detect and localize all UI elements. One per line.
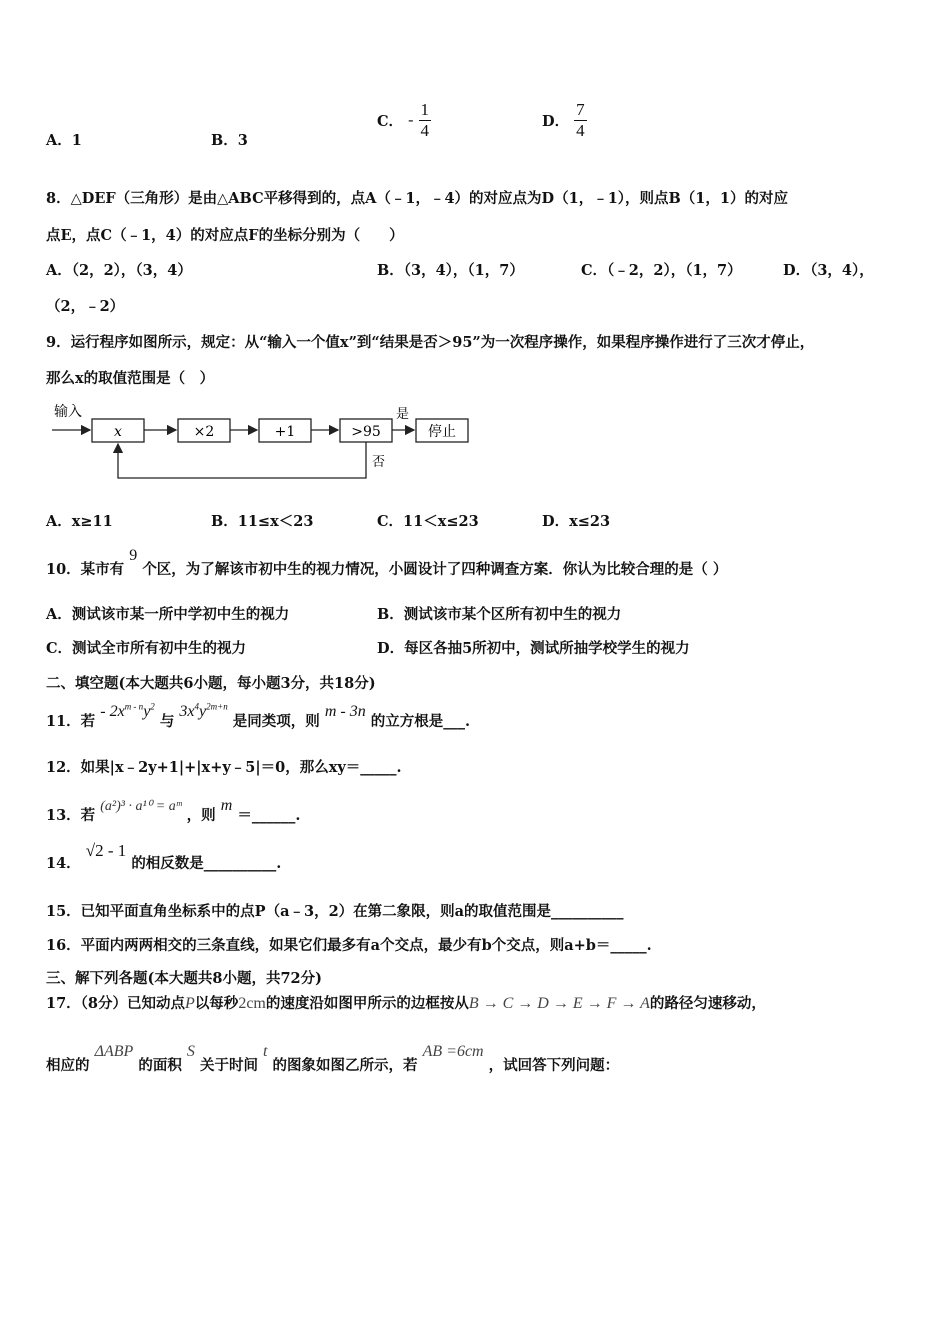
q9-stem-line1: 9．运行程序如图所示，规定：从“输入一个值x”到“结果是否＞95”为一次程序操作，如果程序操作进行了三次才停止， (46, 334, 815, 351)
q11-suffix: 的立方根是___. (370, 713, 471, 730)
q10-option-d: D．每区各抽5所初中，测试所抽学校学生的视力 (377, 640, 690, 657)
q17-text2: 的速度沿如图甲所示的边框按从 (265, 995, 469, 1012)
q17-triangle: ΔABP (94, 1043, 134, 1060)
q9-stem-line2: 那么x的取值范围是（ ） (46, 370, 215, 387)
q10-stem-suffix: 个区，为了解该市初中生的视力情况，小圆设计了四种调查方案．你认为比较合理的是（ ） (142, 561, 728, 578)
q13-var: m (220, 797, 233, 814)
q9-option-b: B．11≤x＜23 (211, 513, 314, 530)
q17-text6: 的图象如图乙所示，若 (272, 1057, 418, 1074)
q11-term1 (100, 703, 155, 720)
flow-input-label: 输入 (54, 404, 82, 420)
q11-term2 (179, 703, 227, 720)
q7-option-d-numerator: 7 (576, 100, 585, 119)
q17-line2 (46, 1040, 620, 1074)
q17-prefix: 17．（8分）已知动点 (46, 995, 186, 1012)
q11-mid: 与 (159, 713, 175, 730)
q10-stem-prefix: 10．某市有 (46, 561, 125, 578)
q10-stem (46, 544, 728, 578)
q8-stem-line2: 点E，点C（﹣1，4）的对应点F的坐标分别为（ ） (46, 227, 404, 244)
flow-box-plus1-label: +1 (274, 424, 296, 440)
q7-option-d (542, 100, 587, 141)
q11-term1-exp: m - n (124, 701, 144, 712)
q11-expression: m - 3n (324, 703, 366, 720)
q9-flowchart (44, 398, 474, 488)
q17-text4: 的面积 (138, 1057, 182, 1074)
q10-option-c: C．测试全市所有初中生的视力 (46, 640, 247, 657)
q17-text7: ，试回答下列问题： (488, 1057, 620, 1074)
q11-term2-yexp: 2m+n (206, 701, 228, 712)
q8-option-d-continued: （2，﹣2） (46, 298, 125, 315)
q13-expression: (a²)³ · a¹⁰ = aᵐ (100, 799, 182, 814)
q17-text5: 关于时间 (199, 1057, 258, 1074)
q8-option-a: A．（2，2），（3，4） (46, 262, 192, 279)
flow-yes-label: 是 (396, 407, 410, 422)
flow-box-times2-label: ×2 (193, 424, 215, 440)
q9-option-c: C．11＜x≤23 (377, 513, 479, 530)
q7-option-c-label: C． (377, 113, 404, 130)
q11-term1-base: - 2x (100, 703, 125, 720)
q7-option-c-numerator: 1 (420, 100, 429, 119)
flow-box-x-label: x (114, 424, 122, 440)
q8-option-d: D．（3，4）， (783, 262, 874, 279)
q8-option-c: C．（﹣2，2），（1，7） (581, 262, 742, 279)
q13-suffix: ＝______. (237, 807, 301, 824)
q14-stem (46, 840, 282, 872)
q14-suffix: 的相反数是__________. (131, 855, 282, 872)
q14-expression: √2 - 1 (85, 841, 127, 860)
q11-term1-yexp: 2 (150, 701, 155, 712)
q17-line1 (46, 992, 766, 1013)
q11-term2-base: 3x (179, 703, 195, 720)
section2-heading: 二、填空题(本大题共6小题，每小题3分，共18分) (46, 675, 376, 692)
q16-stem: 16．平面内两两相交的三条直线，如果它们最多有a个交点，最少有b个交点，则a+b＝_____. (46, 937, 652, 954)
q13-prefix: 13．若 (46, 807, 96, 824)
q10-district-count: 9 (129, 547, 138, 564)
q8-stem-line1: 8．△DEF（三角形）是由△ABC平移得到的，点A（﹣1，﹣4）的对应点为D（1，﹣1），则点B（1，1）的对应 (46, 190, 788, 207)
section3-heading: 三、解下列各题(本大题共8小题，共72分) (46, 970, 322, 987)
q12-stem: 12．如果|x﹣2y+1|+|x+y﹣5|＝0，那么xy＝_____. (46, 759, 402, 776)
q7-option-d-label: D． (542, 113, 570, 130)
q17-text1: 以每秒 (194, 995, 239, 1012)
q10-option-b: B．测试该市某个区所有初中生的视力 (377, 606, 622, 623)
flow-box-stop-label: 停止 (428, 424, 456, 440)
q7-option-c (377, 100, 431, 141)
q17-point-p: P (185, 995, 195, 1012)
q17-area-s: S (186, 1043, 195, 1060)
q7-option-b: B．3 (211, 132, 248, 149)
q11-prefix: 11．若 (46, 713, 96, 730)
q7-option-c-denominator: 4 (420, 121, 429, 140)
q17-path: B → C → D → E → F → A (468, 995, 650, 1012)
q11-text2: 是同类项，则 (232, 713, 320, 730)
q17-text3: 的路径匀速移动， (649, 995, 766, 1012)
q7-option-d-fraction (574, 100, 587, 141)
q15-stem: 15．已知平面直角坐标系中的点P（a﹣3，2）在第二象限，则a的取值范围是__________ (46, 903, 624, 920)
q17-ab-length: AB =6cm (422, 1043, 484, 1060)
q9-option-d: D．x≤23 (542, 513, 611, 530)
q7-option-c-sign: - (408, 111, 414, 129)
q7-option-d-denominator: 4 (576, 121, 585, 140)
flow-no-label: 否 (372, 455, 386, 470)
flow-box-compare-label: >95 (351, 424, 381, 440)
q13-stem (46, 794, 301, 824)
q7-option-a: A．1 (46, 132, 82, 149)
q9-option-a: A．x≥11 (46, 513, 113, 530)
q11-stem (46, 700, 471, 730)
q11-term2-exp: 4 (194, 701, 200, 712)
q8-option-b: B．（3，4），（1，7） (377, 262, 524, 279)
q17-speed: 2cm (238, 995, 266, 1012)
q17-line2-prefix: 相应的 (46, 1057, 90, 1074)
q11-term1-y: y (143, 703, 151, 720)
q13-text: ，则 (186, 807, 216, 824)
q7-option-c-fraction (419, 100, 432, 141)
q11-term2-y: y (199, 703, 207, 720)
q17-time-t: t (263, 1043, 268, 1060)
q10-option-a: A．测试该市某一所中学初中生的视力 (46, 606, 290, 623)
q14-prefix: 14． (46, 855, 81, 872)
